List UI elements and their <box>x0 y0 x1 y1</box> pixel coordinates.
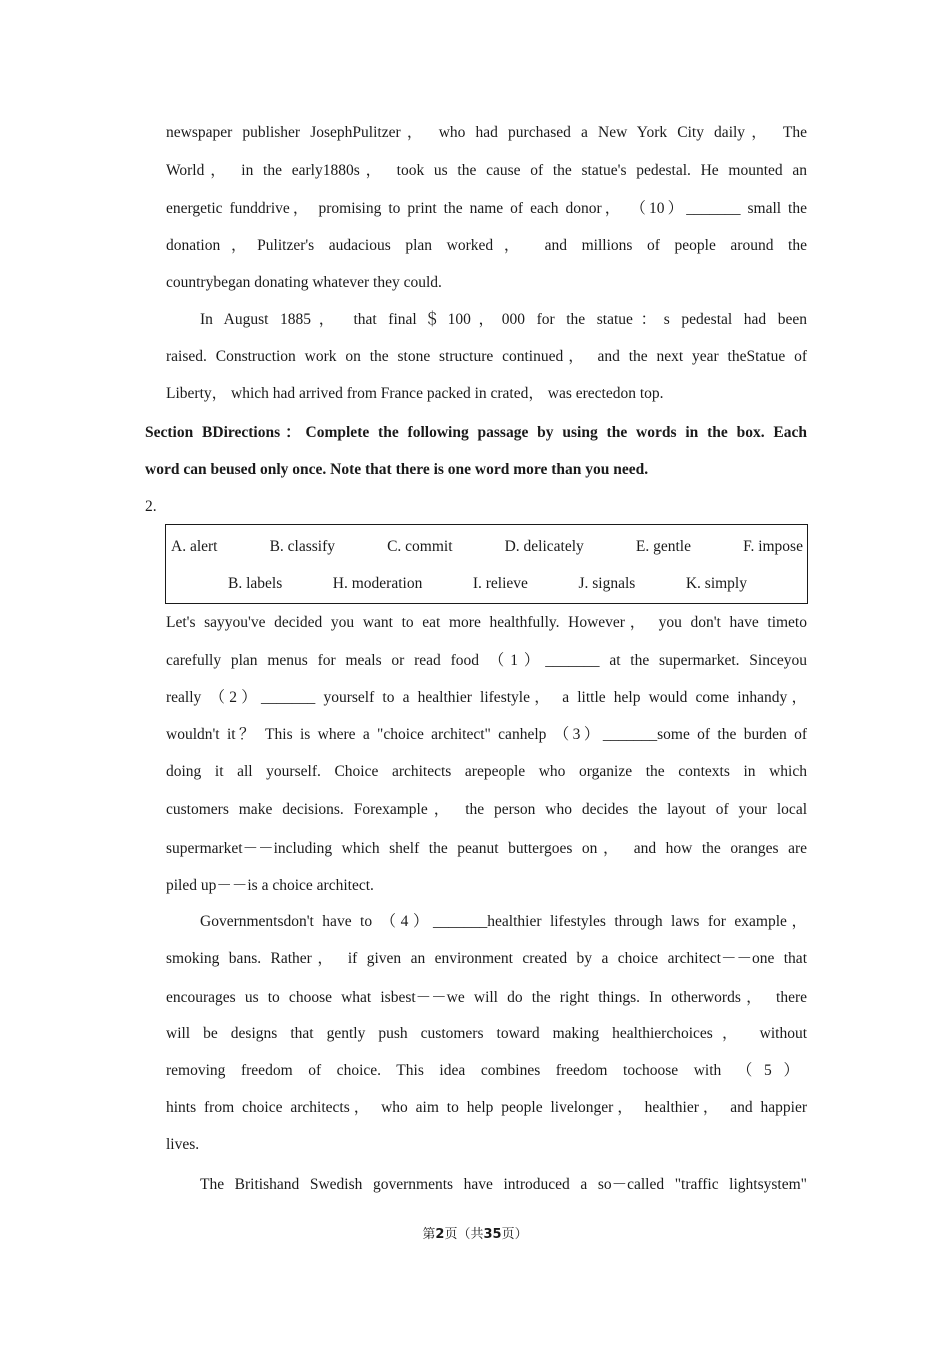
passage-line: removing freedom of choice. This idea combines freedom tochoose with （5） <box>166 1062 799 1079</box>
footer-page-number: 2 <box>435 1227 445 1242</box>
word-option: K. simply <box>685 575 747 592</box>
section-directions: Section BDirections：Complete the following passage by using the words in the box. Each <box>145 424 807 441</box>
passage-line: really （2）_______ yourself to a healthier lifestyle， a little help would come inhandy， <box>166 689 807 706</box>
word-option: B. classify <box>269 538 335 555</box>
passage-line: supermarket－－including which shelf the peanut buttergoes on， and how the oranges are <box>166 840 807 857</box>
word-option: F. impose <box>743 538 803 555</box>
passage-line: newspaper publisher JosephPulitzer， who had purchased a New York City daily， The <box>166 124 807 141</box>
passage-line: customers make decisions. Forexample， the person who decides the layout of your local <box>166 801 807 818</box>
footer-suffix: 页） <box>501 1227 528 1242</box>
word-option: A. alert <box>171 538 218 555</box>
word-option: J. signals <box>578 575 636 592</box>
passage-line: smoking bans. Rather， if given an environment created by a choice architect－－one that <box>166 950 807 967</box>
word-option: D. delicately <box>504 538 584 555</box>
word-option: E. gentle <box>635 538 691 555</box>
passage-line: raised. Construction work on the stone structure continued， and the next year theStatue of <box>166 348 807 365</box>
passage-line: In August 1885， that final＄100，000 for the statue：s pedestal had been <box>200 311 807 328</box>
word-option: C. commit <box>387 538 453 555</box>
passage-line: The Britishand Swedish governments have introduced a so－called "traffic lightsystem" <box>200 1176 807 1193</box>
footer-prefix: 第 <box>422 1227 436 1242</box>
page-footer <box>0 1224 950 1246</box>
passage-line: wouldn't it？ This is where a "choice architect" canhelp （3）_______some of the burden of <box>166 726 807 743</box>
passage-line: donation，Pulitzer's audacious plan worked， and millions of people around the <box>166 237 807 254</box>
passage-line: Governmentsdon't have to （4）_______healthier lifestyles through laws for example， <box>200 913 807 930</box>
passage-line: countrybegan donating whatever they could. <box>166 274 442 291</box>
word-option: B. labels <box>228 575 283 592</box>
passage-line: doing it all yourself. Choice architects arepeople who organize the contexts in which <box>166 763 807 780</box>
footer-total-pages: 35 <box>483 1227 502 1242</box>
section-directions: word can beused only once. Note that there is one word more than you need. <box>145 461 649 478</box>
footer-mid: 页（共 <box>444 1227 484 1242</box>
passage-line: will be designs that gently push customers toward making healthierchoices， without <box>166 1025 807 1042</box>
passage-line: carefully plan menus for meals or read food （1）_______ at the supermarket. Sinceyou <box>166 652 807 669</box>
passage-line: lives. <box>166 1136 200 1153</box>
word-box-row <box>228 572 747 596</box>
passage-line: hints from choice architects， who aim to help people livelonger， healthier， and happier <box>166 1099 807 1116</box>
passage-line: Let's sayyou've decided you want to eat more healthfully. However， you don't have timeto <box>166 614 807 631</box>
word-box-row <box>171 535 803 559</box>
word-box <box>165 524 808 604</box>
passage-line: piled up－－is a choice architect. <box>166 877 374 894</box>
question-number: 2. <box>145 498 157 515</box>
passage-line: encourages us to choose what isbest－－we will do the right things. In otherwords， there <box>166 989 807 1006</box>
word-option: I. relieve <box>472 575 528 592</box>
passage-line: World， in the early1880s， took us the cause of the statue's pedestal. He mounted an <box>166 162 807 179</box>
word-option: H. moderation <box>332 575 423 592</box>
passage-line: Liberty， which had arrived from France packed in crated， was erectedon top. <box>166 385 664 402</box>
passage-line: energetic funddrive， promising to print the name of each donor， （10）_______ small the <box>166 200 807 217</box>
